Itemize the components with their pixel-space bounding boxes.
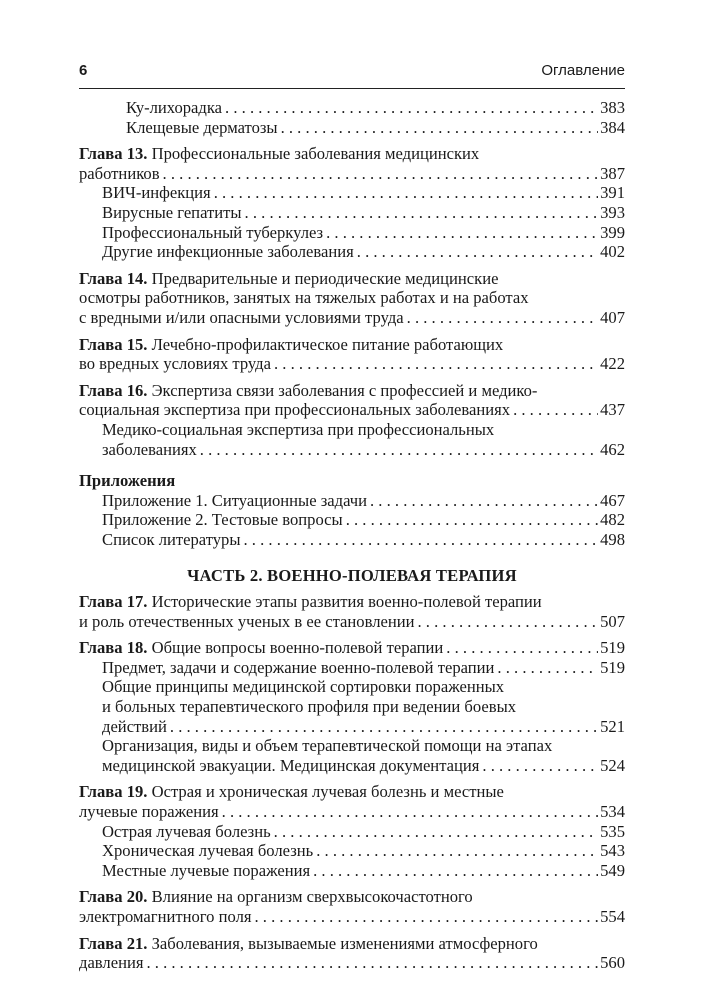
toc-page: 407 (600, 307, 625, 327)
toc-page: 422 (600, 354, 625, 374)
toc-page: 391 (600, 183, 625, 203)
toc-page: 519 (600, 638, 625, 658)
chapter-label: Глава 19. (79, 782, 148, 802)
toc-entry[interactable]: Общие принципы медицинской сортировки пораженных и больных терапевтического профиля при ведении боевых действий . . . 521 (79, 677, 625, 736)
dot-leader (346, 510, 598, 530)
toc-chapter[interactable]: Глава 21. Заболевания, вызываемые изменениями атмосферного давления . . . 560 (79, 934, 625, 973)
toc-page: 383 (600, 98, 625, 117)
dot-leader (255, 907, 599, 927)
dot-leader (146, 953, 598, 973)
dot-leader (418, 612, 599, 632)
chapter-label: Глава 16. (79, 380, 148, 400)
toc-entry[interactable]: Вирусные гепатиты . . . 393 (79, 203, 625, 223)
dot-leader (370, 491, 598, 511)
dot-leader (281, 118, 599, 138)
appendices-heading: Приложения (79, 471, 176, 491)
toc-entry[interactable]: Клещевые дерматозы . . . 384 (79, 118, 625, 138)
dot-leader (357, 242, 598, 262)
toc-page: 437 (600, 400, 625, 420)
chapter-label: Глава 15. (79, 334, 148, 354)
toc-page: 507 (600, 611, 625, 631)
toc-entry[interactable]: Другие инфекционные заболевания . . . 402 (79, 242, 625, 262)
dot-leader (326, 223, 598, 243)
chapter-label: Глава 14. (79, 268, 148, 288)
toc-page: 399 (600, 222, 625, 242)
toc-page: 549 (600, 860, 625, 880)
toc-page: 387 (600, 163, 625, 183)
dot-leader (407, 308, 598, 328)
toc-page: 543 (600, 841, 625, 861)
toc-entry[interactable]: ВИЧ-инфекция . . . 391 (79, 183, 625, 203)
dot-leader (245, 203, 599, 223)
dot-leader (222, 802, 598, 822)
toc-chapter[interactable]: Глава 13. Профессиональные заболевания медицинских работников . . . 387 (79, 144, 625, 183)
toc-entry[interactable]: Профессиональный туберкулез . . . 399 (79, 223, 625, 243)
dot-leader (274, 354, 598, 374)
toc-page: 462 (600, 439, 625, 459)
toc-chapter[interactable]: Глава 17. Исторические этапы развития военно-полевой терапии и роль отечественных ученых в ее становлении . . . 507 (79, 592, 625, 631)
chapter-label: Глава 13. (79, 144, 148, 164)
toc-chapter[interactable]: Глава 15. Лечебно-профилактическое питание работающих во вредных условиях труда . . . 422 (79, 335, 625, 374)
dot-leader (170, 717, 598, 737)
chapter-label: Глава 18. (79, 638, 148, 658)
dot-leader (313, 861, 598, 881)
toc-page: 521 (600, 716, 625, 736)
running-title: Оглавление (541, 62, 625, 79)
dot-leader (446, 638, 598, 658)
toc-entry[interactable]: Местные лучевые поражения . . . 549 (79, 861, 625, 881)
toc-chapter[interactable]: Глава 19. Острая и хроническая лучевая болезнь и местные лучевые поражения . . . 534 (79, 782, 625, 821)
dot-leader (244, 530, 599, 550)
page-number: 6 (79, 62, 88, 79)
toc-chapter[interactable]: Глава 16. Экспертиза связи заболевания с профессией и медико- социальная экспертиза при профессиональных заболеваниях . . . 437 (79, 381, 625, 420)
toc-chapter[interactable]: Глава 20. Влияние на организм сверхвысокочастотного электромагнитного поля . . . 554 (79, 887, 625, 926)
part-heading: ЧАСТЬ 2. ВОЕННО-ПОЛЕВАЯ ТЕРАПИЯ (187, 566, 517, 586)
chapter-label: Глава 20. (79, 887, 148, 907)
toc-page: 535 (600, 821, 625, 841)
table-of-contents (79, 98, 625, 973)
dot-leader (497, 658, 598, 678)
toc-page: 384 (600, 117, 625, 137)
toc-page: 554 (600, 906, 625, 926)
dot-leader (200, 440, 598, 460)
toc-page: 560 (600, 953, 625, 973)
toc-chapter[interactable]: Глава 14. Предварительные и периодические медицинские осмотры работников, занятых на тяжелых работах и на работах с вредными и/или опасными условиями труда . . . 407 (79, 269, 625, 328)
dot-leader (214, 183, 598, 203)
dot-leader (482, 756, 598, 776)
running-header (79, 62, 625, 84)
toc-entry[interactable]: Приложение 1. Ситуационные задачи . . . 467 (79, 491, 625, 511)
dot-leader (225, 98, 598, 118)
dot-leader (163, 164, 599, 184)
toc-page: 524 (600, 755, 625, 775)
toc-entry[interactable]: Хроническая лучевая болезнь . . . 543 (79, 841, 625, 861)
toc-entry[interactable]: Острая лучевая болезнь . . . 535 (79, 822, 625, 842)
toc-page: 402 (600, 242, 625, 262)
toc-entry[interactable]: Приложение 2. Тестовые вопросы . . . 482 (79, 510, 625, 530)
toc-chapter[interactable]: Глава 18. Общие вопросы военно-полевой терапии . . . 519 (79, 638, 625, 658)
toc-entry[interactable]: Список литературы . . . 498 (79, 530, 625, 550)
toc-entry[interactable]: Предмет, задачи и содержание военно-полевой терапии . . . 519 (79, 658, 625, 678)
header-rule (79, 88, 625, 89)
dot-leader (513, 400, 598, 420)
chapter-label: Глава 21. (79, 933, 148, 953)
toc-page: 393 (600, 202, 625, 222)
toc-entry[interactable]: Медико-социальная экспертиза при профессиональных заболеваниях . . . 462 (79, 420, 625, 459)
toc-entry[interactable]: Организация, виды и объем терапевтической помощи на этапах медицинской эвакуации. Медицинская документация . . . 524 (79, 736, 625, 775)
toc-page: 519 (600, 657, 625, 677)
toc-entry[interactable]: Ку-лихорадка . . . 383 (79, 98, 625, 118)
toc-page: 467 (600, 490, 625, 510)
dot-leader (316, 841, 598, 861)
toc-page: 482 (600, 510, 625, 530)
toc-page: 498 (600, 529, 625, 549)
dot-leader (274, 822, 598, 842)
toc-page: 534 (600, 802, 625, 821)
chapter-label: Глава 17. (79, 592, 148, 612)
